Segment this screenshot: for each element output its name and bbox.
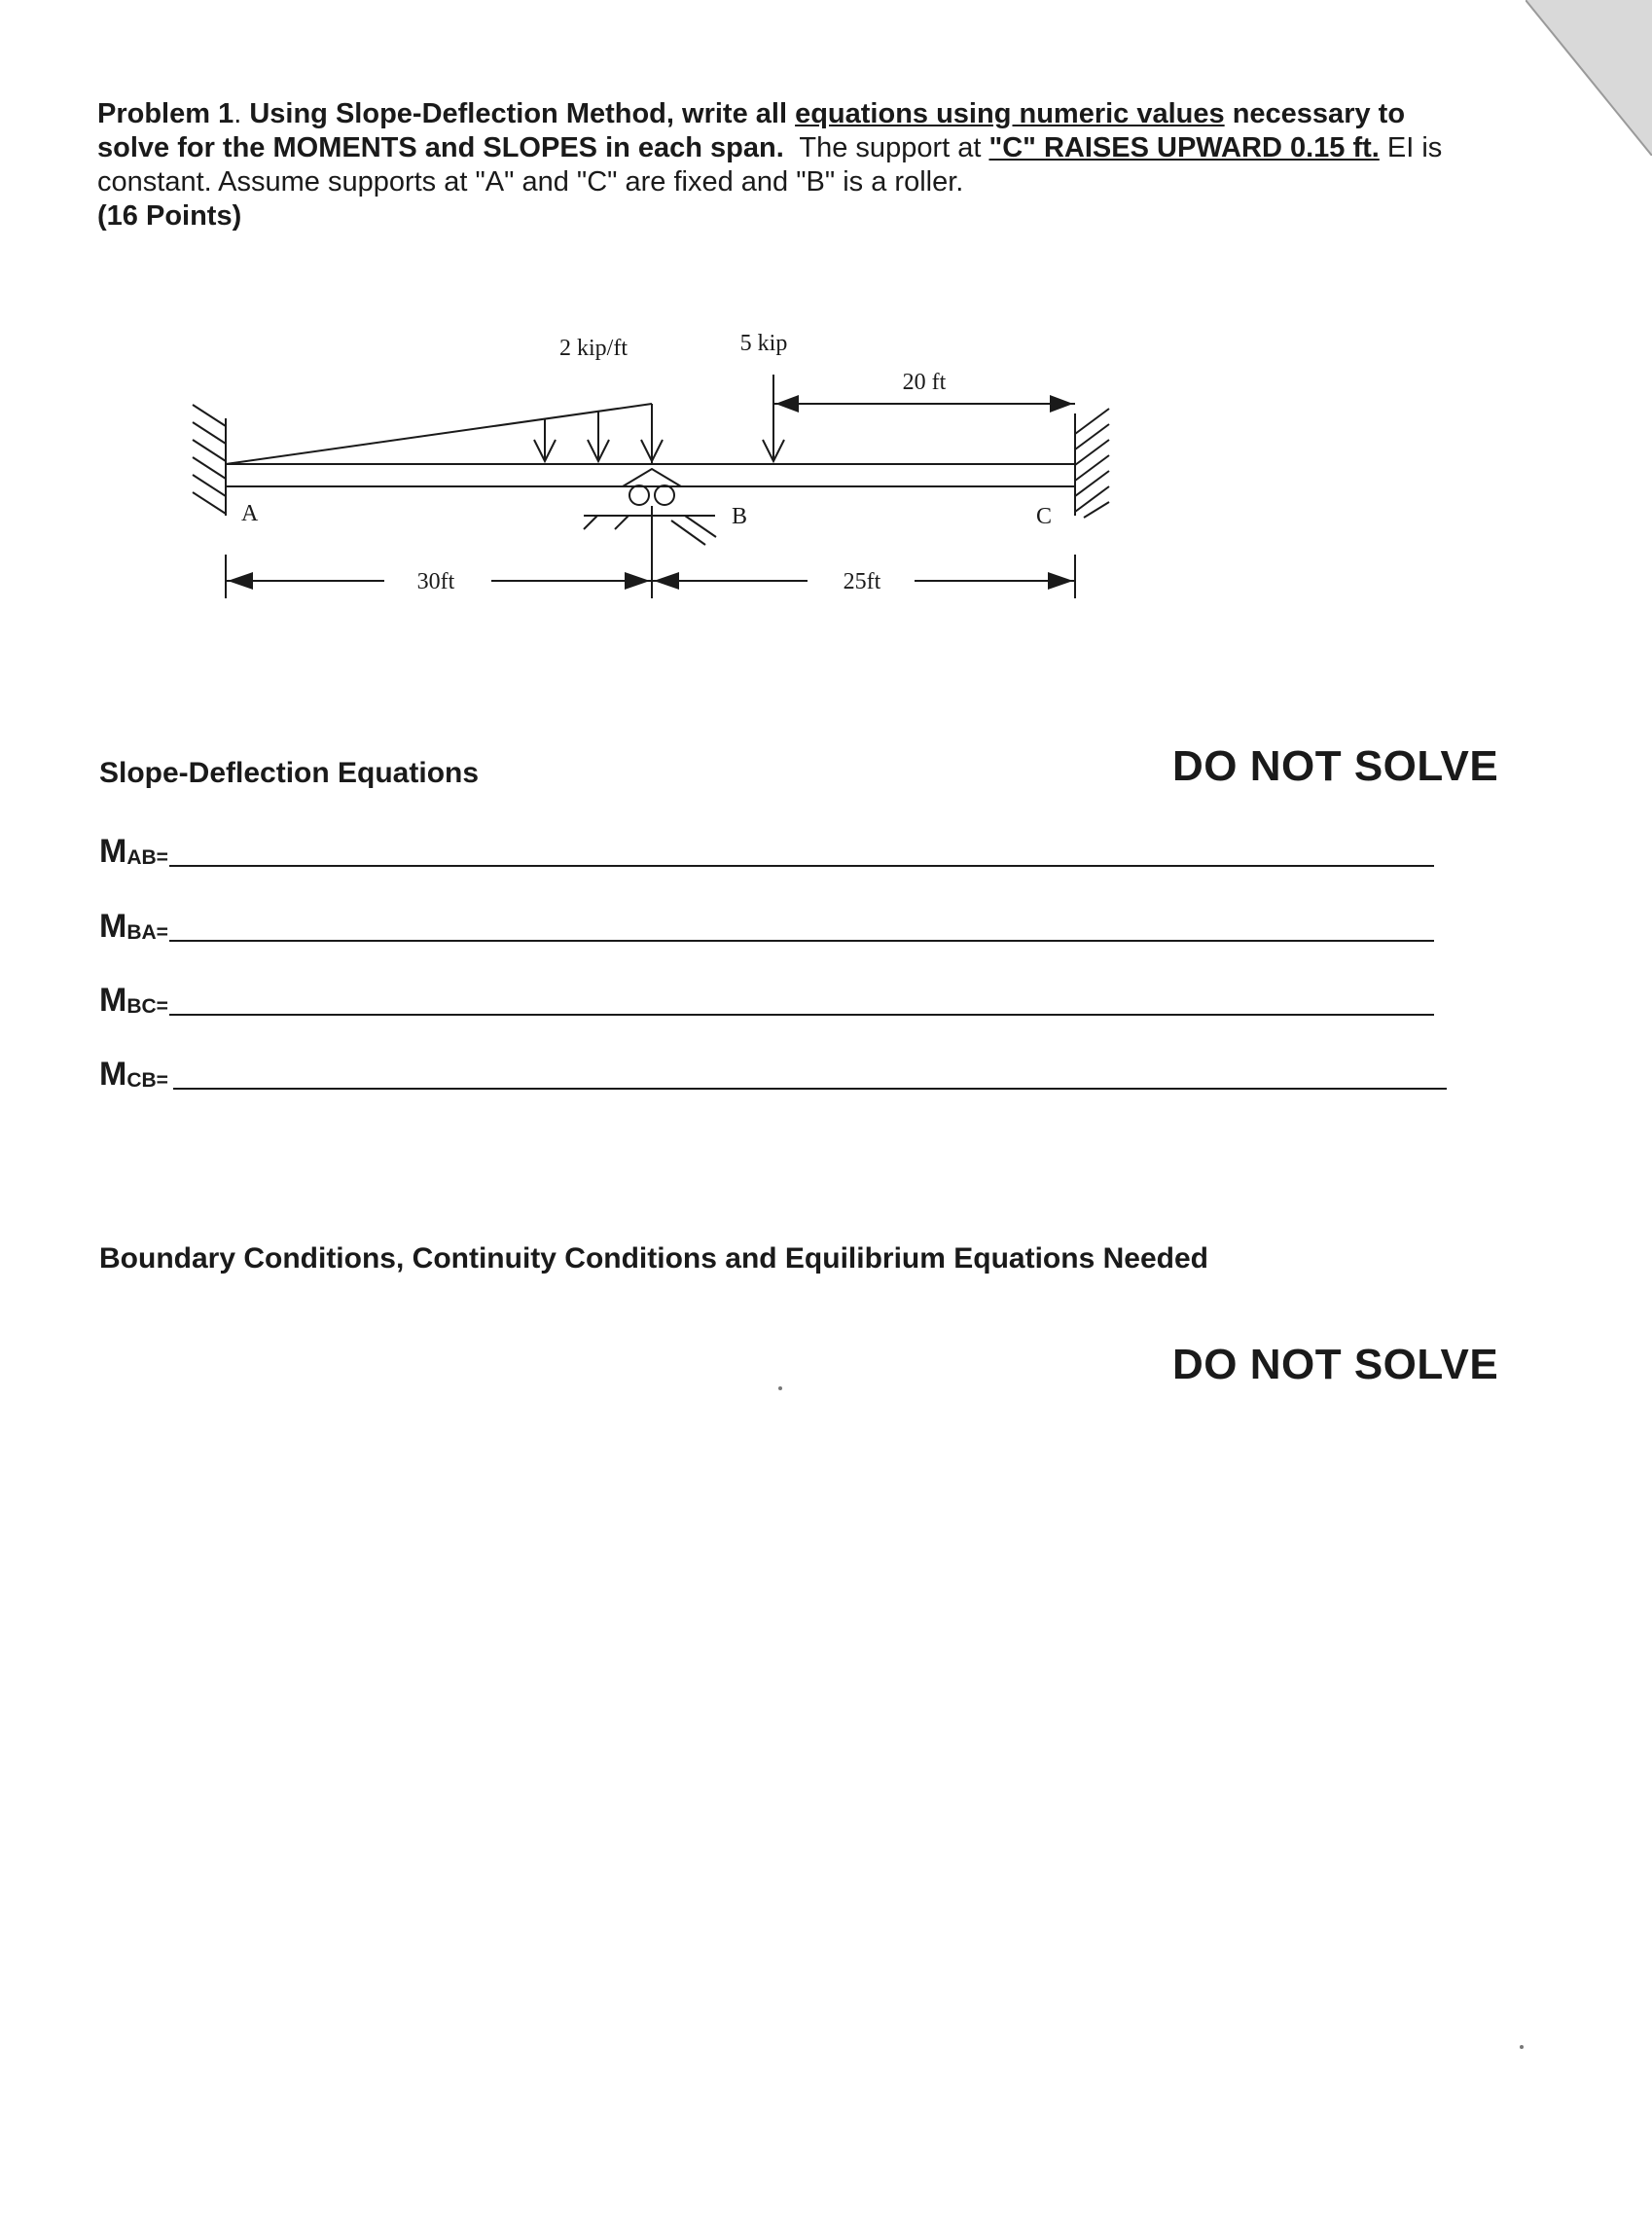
problem-line-2 [97,131,1557,165]
equation-mcb [99,1055,1447,1094]
equation-mba [99,907,1434,946]
problem-lead: Using Slope-Deflection Method, write all [249,98,788,129]
problem-line2-bold: solve for the MOMENTS and SLOPES in each span. [97,132,784,163]
span-bc-label: 25ft [843,569,881,594]
equation-mba-blank[interactable] [169,940,1434,942]
scan-speck [1520,2045,1524,2049]
equation-mbc-label: $M_{BC=}$ [99,982,168,1019]
problem-line2-regular: The support at [799,132,982,163]
equation-mab [99,832,1434,871]
problem-line-3: constant. Assume supports at "A" and "C" are fixed and "B" is a roller. [97,166,964,197]
load-slope [226,404,652,464]
equation-mcb-label: $M_{CB=}$ [99,1056,168,1093]
wall-a-hatch [193,405,226,514]
support-b-label: B [732,504,748,529]
equation-mab-label: $M_{AB=}$ [99,833,168,870]
equation-mba-label: $M_{BA=}$ [99,908,168,945]
point-load-label: 5 kip [739,331,788,356]
equation-mcb-blank[interactable] [173,1088,1447,1090]
problem-points: (16 Points) [97,200,242,232]
problem-statement [97,97,1557,233]
equation-mbc-blank[interactable] [169,1014,1434,1016]
do-not-solve-2: DO NOT SOLVE [1172,1341,1499,1388]
problem-line-1: Problem 1. Using Slope-Deflection Method, write all equations using numeric values necessary to [97,98,1406,129]
problem-underlined: equations using numeric values [795,98,1225,129]
span-ab-label: 30ft [416,569,455,594]
ei-note: EI is [1386,132,1443,163]
support-a-label: A [241,501,259,526]
dim-load-to-c: 20 ft [902,370,947,395]
slope-deflection-title: Slope-Deflection Equations [99,757,480,789]
distributed-load-label: 2 kip/ft [559,336,628,361]
scan-speck [778,1386,782,1390]
do-not-solve-1: DO NOT SOLVE [1172,742,1499,790]
roller-support-b [584,469,716,550]
beam-diagram [165,311,1138,623]
problem-label: Problem 1 [97,98,234,129]
wall-c-hatch [1075,409,1109,518]
equation-mbc [99,981,1434,1020]
equation-mab-blank[interactable] [169,865,1434,867]
support-c-label: C [1036,504,1053,529]
support-note: "C" RAISES UPWARD 0.15 ft. [988,132,1380,163]
boundary-title: Boundary Conditions, Continuity Conditions and Equilibrium Equations Needed [99,1242,1208,1275]
problem-after-underlined: necessary to [1232,98,1406,129]
